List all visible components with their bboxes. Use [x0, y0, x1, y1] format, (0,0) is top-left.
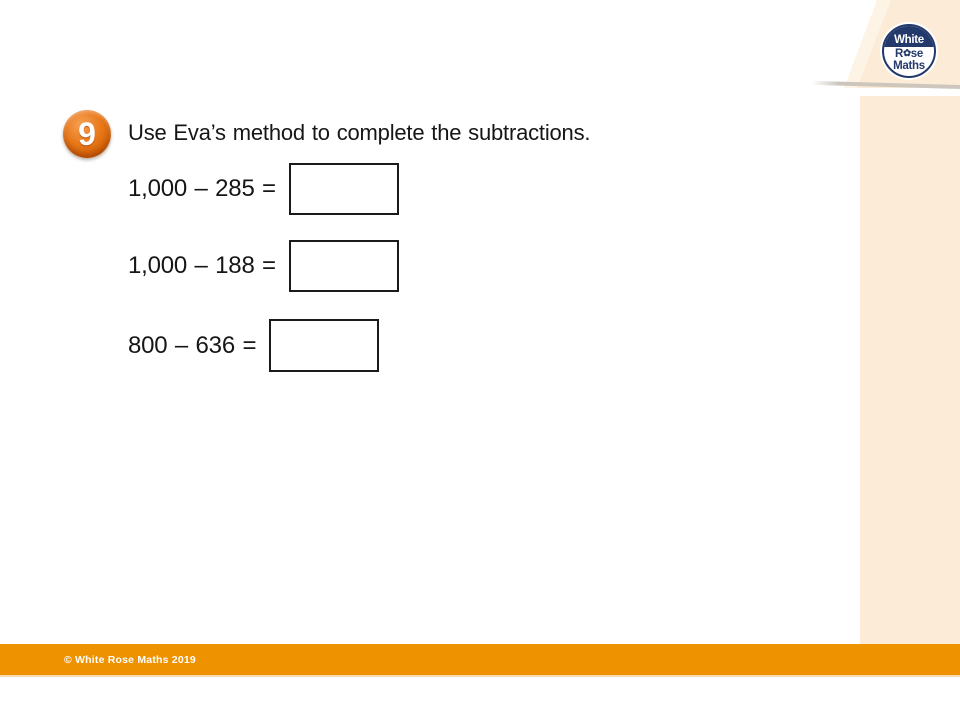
white-rose-maths-logo — [882, 24, 936, 78]
rose-flower-icon: ✿ — [903, 48, 911, 59]
logo-word-maths: Maths — [893, 60, 925, 72]
equation-row-3 — [128, 319, 379, 372]
footer-bar — [0, 644, 960, 677]
logo-rose-se: se — [910, 48, 923, 60]
right-side-band — [860, 96, 960, 644]
question-number-badge — [63, 110, 111, 158]
answer-box-2[interactable] — [289, 240, 399, 292]
equation-row-1 — [128, 163, 399, 215]
equation-expression-1: 1,000 – 285 = — [128, 175, 276, 202]
equation-expression-3: 800 – 636 = — [128, 331, 257, 359]
logo-rose-r: R — [895, 48, 904, 60]
answer-box-1[interactable] — [289, 163, 399, 215]
logo-word-white: White — [894, 34, 924, 46]
footer-copyright: © White Rose Maths 2019 — [64, 653, 196, 666]
question-number: 9 — [78, 116, 96, 152]
question-text: Use Eva’s method to complete the subtractions. — [128, 120, 591, 145]
answer-box-3[interactable] — [269, 319, 379, 372]
equation-expression-2: 1,000 – 188 = — [128, 252, 276, 279]
logo-word-rose — [895, 48, 923, 60]
equation-row-2 — [128, 240, 399, 292]
